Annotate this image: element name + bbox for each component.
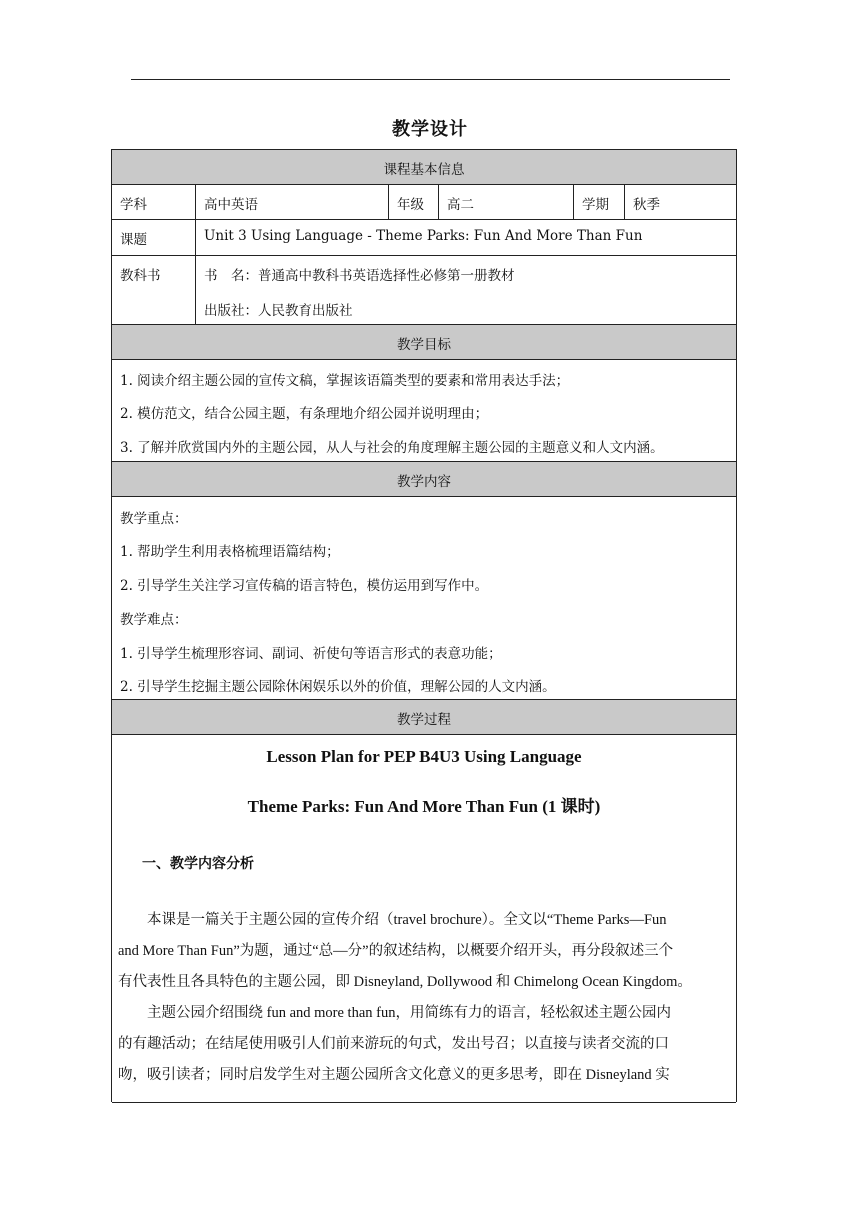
process-header-label: 教学过程	[397, 712, 451, 728]
objectives-header	[112, 324, 736, 359]
term-label: 学期	[573, 185, 624, 219]
topic-label: 课题	[120, 232, 147, 248]
section-heading: 一、教学内容分析	[142, 856, 254, 872]
key-points-label: 教学重点：	[120, 511, 188, 527]
paragraph-line: 本课是一篇关于主题公园的宣传介绍（travel brochure）。全文以“Theme Parks—Fun	[118, 912, 667, 928]
content-header-label: 教学内容	[397, 474, 451, 490]
table-bottom-border	[112, 1102, 736, 1103]
grade-value: 高二	[438, 185, 573, 219]
difficult-point-item: 1. 引导学生梳理形容词、副词、祈使句等语言形式的表意功能；	[120, 646, 502, 662]
objectives-header-label: 教学目标	[397, 337, 451, 353]
textbook-details	[195, 256, 736, 324]
content-header	[112, 461, 736, 496]
lesson-plan-subtitle: Theme Parks: Fun And More Than Fun (1 课时)	[247, 797, 601, 816]
difficult-points-label: 教学难点：	[120, 612, 188, 628]
paragraph-line: 吻，吸引读者；同时启发学生对主题公园所含文化意义的更多思考，即在 Disneyland 实	[118, 1067, 670, 1083]
basic-info-header	[112, 149, 736, 184]
key-point-item: 2. 引导学生关注学习宣传稿的语言特色，模仿运用到写作中。	[120, 578, 489, 594]
paragraph-line: and More Than Fun”为题，通过“总—分”的叙述结构，以概要介绍开头，再分段叙述三个	[118, 943, 674, 959]
process-body	[112, 734, 736, 1102]
content-list	[112, 496, 736, 699]
header-rule	[131, 79, 730, 80]
textbook-label: 教科书	[120, 268, 161, 284]
subject-grade-term-row	[112, 184, 736, 219]
topic-row	[112, 219, 736, 255]
lesson-design-table	[111, 149, 737, 1102]
grade-label: 年级	[388, 185, 438, 219]
process-header	[112, 699, 736, 734]
basic-info-header-label: 课程基本信息	[383, 162, 465, 178]
textbook-row	[112, 255, 736, 324]
paragraph-line: 的有趣活动；在结尾使用吸引人们前来游玩的句式，发出号召；以直接与读者交流的口	[118, 1036, 669, 1052]
term-value: 秋季	[624, 185, 736, 219]
lesson-plan-title: Lesson Plan for PEP B4U3 Using Language	[266, 747, 582, 766]
textbook-name: 书 名：普通高中教科书英语选择性必修第一册教材	[204, 268, 515, 284]
paragraph-line: 主题公园介绍围绕 fun and more than fun，用简练有力的语言，轻松叙述主题公园内	[118, 1005, 671, 1021]
objective-item: 3. 了解并欣赏国内外的主题公园，从人与社会的角度理解主题公园的主题意义和人文内涵。	[120, 440, 664, 456]
textbook-publisher: 出版社：人民教育出版社	[204, 303, 353, 319]
document-title: 教学设计	[392, 119, 468, 140]
objective-item: 1. 阅读介绍主题公园的宣传文稿，掌握该语篇类型的要素和常用表达手法；	[120, 373, 570, 389]
key-point-item: 1. 帮助学生利用表格梳理语篇结构；	[120, 544, 340, 560]
subject-value: 高中英语	[195, 185, 388, 219]
objective-item: 2. 模仿范文，结合公园主题，有条理地介绍公园并说明理由；	[120, 406, 489, 422]
subject-label: 学科	[120, 197, 147, 213]
topic-value: Unit 3 Using Language - Theme Parks: Fun And More Than Fun	[195, 220, 736, 255]
objectives-list	[112, 359, 736, 461]
paragraph-line: 有代表性且各具特色的主题公园，即 Disneyland, Dollywood 和 Chimelong Ocean Kingdom。	[118, 974, 692, 990]
difficult-point-item: 2. 引导学生挖掘主题公园除休闲娱乐以外的价值，理解公园的人文内涵。	[120, 679, 556, 695]
